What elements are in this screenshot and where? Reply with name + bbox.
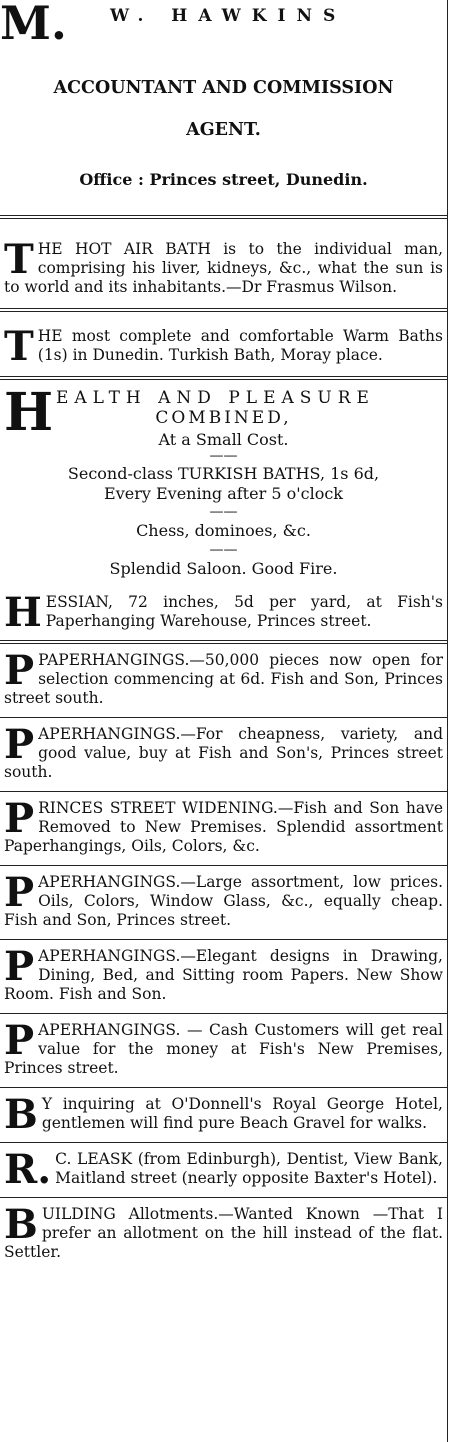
health-title2: COMBINED,	[155, 408, 292, 428]
divider	[0, 215, 447, 219]
advert-text: APERHANGINGS.—For cheapness, variety, and good value, buy at Fish and Son's, Princes street south.	[4, 725, 443, 781]
dash: ——	[209, 542, 238, 558]
advert-text: Y inquiring at O'Donnell's Royal George Hotel, gentlemen will find pure Beach Gravel for walks.	[41, 1095, 443, 1132]
divider	[0, 791, 447, 792]
health-subtitle: At a Small Cost.	[158, 430, 289, 449]
divider	[0, 939, 447, 940]
column-rule	[447, 0, 448, 1442]
divider	[0, 1142, 447, 1143]
drop-capital: B	[4, 1091, 38, 1138]
hawkins-advert	[0, 0, 447, 205]
divider	[0, 308, 447, 312]
hawkins-line1: ACCOUNTANT AND COMMISSION	[53, 78, 394, 98]
drop-capital: R.	[4, 1146, 52, 1193]
advert-text: RINCES STREET WIDENING.—Fish and Son have Removed to New Premises. Splendid assortment Paperhangings, Oils, Colors, &c.	[4, 799, 443, 855]
paperhangings-advert-2	[0, 722, 447, 785]
paperhangings-advert-3	[0, 870, 447, 933]
health-title1: EALTH AND PLEASURE	[56, 388, 375, 408]
hawkins-initial: M.	[0, 0, 67, 50]
hawkins-name: W. HAWKINS	[110, 6, 347, 26]
divider	[0, 865, 447, 866]
drop-capital: P	[4, 647, 35, 694]
drop-capital: H	[4, 382, 54, 443]
drop-capital: P	[4, 869, 35, 916]
dash: ——	[209, 504, 238, 520]
building-allotments-advert	[0, 1202, 447, 1265]
health-line3: Chess, dominoes, &c.	[136, 521, 311, 540]
hawkins-office: Office : Princes street, Dunedin.	[79, 170, 368, 189]
health-pleasure-advert	[0, 380, 447, 584]
hawkins-line2: AGENT.	[186, 120, 261, 140]
health-line4: Splendid Saloon. Good Fire.	[109, 559, 338, 578]
advert-text: UILDING Allotments.—Wanted Known —That I prefer an allotment on the hill instead of the flat. Settler.	[4, 1205, 443, 1261]
divider	[0, 1087, 447, 1088]
advert-text: APERHANGINGS.—Large assortment, low prices. Oils, Colors, Window Glass, &c., equally cheap. Fish and Son, Princes street.	[4, 873, 443, 929]
dash: ——	[209, 448, 238, 464]
paperhangings-advert-5	[0, 1018, 447, 1081]
advert-text: PAPERHANGINGS.—50,000 pieces now open for selection commencing at 6d. Fish and Son, Princes street south.	[4, 651, 443, 707]
warm-baths-advert	[0, 324, 447, 368]
drop-capital: T	[4, 323, 34, 370]
paperhangings-advert-4	[0, 944, 447, 1007]
advert-text: HE most complete and comfortable Warm Baths (1s) in Dunedin. Turkish Bath, Moray place.	[37, 327, 443, 364]
drop-capital: P	[4, 1017, 35, 1064]
hessian-advert	[0, 590, 447, 634]
dentist-advert	[0, 1147, 447, 1191]
advert-text: APERHANGINGS.—Elegant designs in Drawing, Dining, Bed, and Sitting room Papers. New Show Room. Fish and Son.	[4, 947, 443, 1003]
divider	[0, 1013, 447, 1014]
health-line1: Second-class TURKISH BATHS, 1s 6d,	[67, 464, 380, 483]
divider	[0, 640, 447, 644]
drop-capital: P	[4, 943, 35, 990]
divider	[0, 1197, 447, 1198]
advert-text: HE HOT AIR BATH is to the individual man, comprising his liver, kidneys, &c., what the sun is to world and its inhabitants.—Dr Frasmus Wilson.	[4, 240, 443, 296]
divider	[0, 717, 447, 718]
advert-text: C. LEASK (from Edinburgh), Dentist, View Bank, Maitland street (nearly opposite Baxter's Hotel).	[55, 1150, 443, 1187]
drop-capital: P	[4, 721, 35, 768]
royal-george-hotel-advert	[0, 1092, 447, 1136]
health-line2: Every Evening after 5 o'clock	[104, 484, 343, 503]
drop-capital: T	[4, 236, 34, 283]
drop-capital: H	[4, 589, 42, 636]
advert-text: ESSIAN, 72 inches, 5d per yard, at Fish's Paperhanging Warehouse, Princes street.	[45, 593, 443, 630]
drop-capital: B	[4, 1201, 38, 1248]
paperhangings-advert-1	[0, 648, 447, 711]
hot-air-bath-advert	[0, 237, 447, 300]
advert-text: APERHANGINGS. — Cash Customers will get real value for the money at Fish's New Premises, Princes street.	[4, 1021, 443, 1077]
princes-street-widening-advert	[0, 796, 447, 859]
drop-capital: P	[4, 795, 35, 842]
